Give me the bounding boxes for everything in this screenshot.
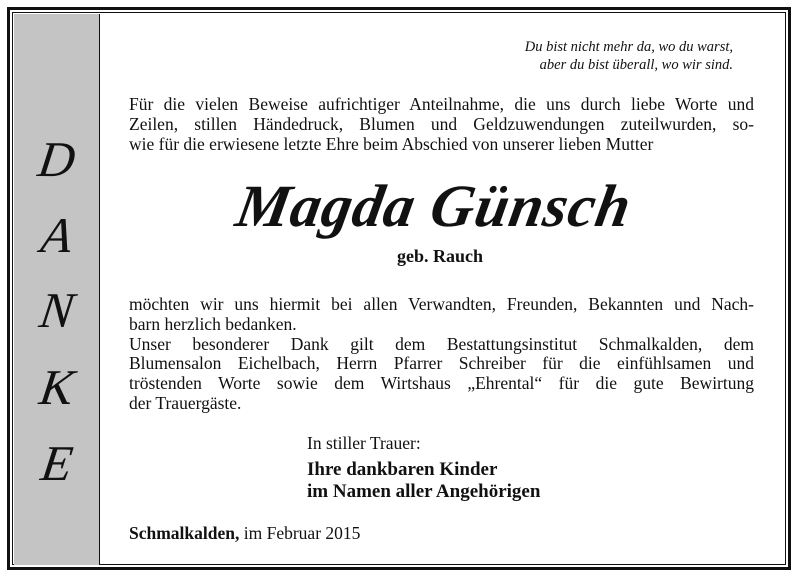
thanks-line: barn herzlich bedanken. [129, 314, 297, 334]
thanks-line: Blumensalon Eichelbach, Herrn Pfarrer Schreiber für die einfühlsamen und [129, 354, 754, 374]
thanks-line: Unser besonderer Dank gilt dem Bestattungsinstitut Schmalkalden, dem [129, 334, 754, 354]
quote-line-1: Du bist nicht mehr da, wo du warst, [524, 39, 733, 55]
intro-line: Für die vielen Beweise aufrichtiger Anteilnahme, die uns durch liebe Worte und [129, 95, 754, 114]
place-date [129, 523, 360, 543]
thanks-line: tröstenden Worte sowie dem Wirtshaus „Ehrental“ für die gute Bewirtung [129, 374, 754, 394]
place-name: Schmalkalden, [129, 523, 240, 543]
quote-line-2: aber du bist überall, wo wir sind. [539, 57, 733, 73]
date: im Februar 2015 [239, 523, 361, 543]
thanks-paragraph [129, 295, 754, 414]
thanks-line: der Trauergäste. [129, 393, 242, 413]
mourning-signature-2: im Namen aller Angehörigen [307, 481, 541, 502]
thanks-line: möchten wir uns hiermit bei allen Verwandten, Freunden, Bekannten und Nach- [129, 295, 754, 314]
sidebar-letter-n: N [36, 282, 78, 338]
intro-line: wie für die erwiesene letzte Ehre beim Abschied von unserer lieben Mutter [129, 134, 654, 154]
deceased-name: Magda Günsch [231, 173, 637, 239]
sidebar-letter-e: E [37, 435, 77, 491]
sidebar-letter-d: D [35, 131, 79, 187]
mourning-signature-1: Ihre dankbaren Kinder [307, 459, 498, 480]
mourning-intro: In stiller Trauer: [307, 433, 421, 453]
deceased-nee: geb. Rauch [396, 246, 483, 266]
sidebar-letter-k: K [36, 359, 78, 415]
intro-line: Zeilen, stillen Händedruck, Blumen und Geldzuwendungen zuteilwurden, so- [129, 114, 754, 134]
intro-paragraph [129, 95, 754, 154]
sidebar-letter-a: A [37, 207, 77, 263]
sidebar-danke [14, 14, 100, 565]
